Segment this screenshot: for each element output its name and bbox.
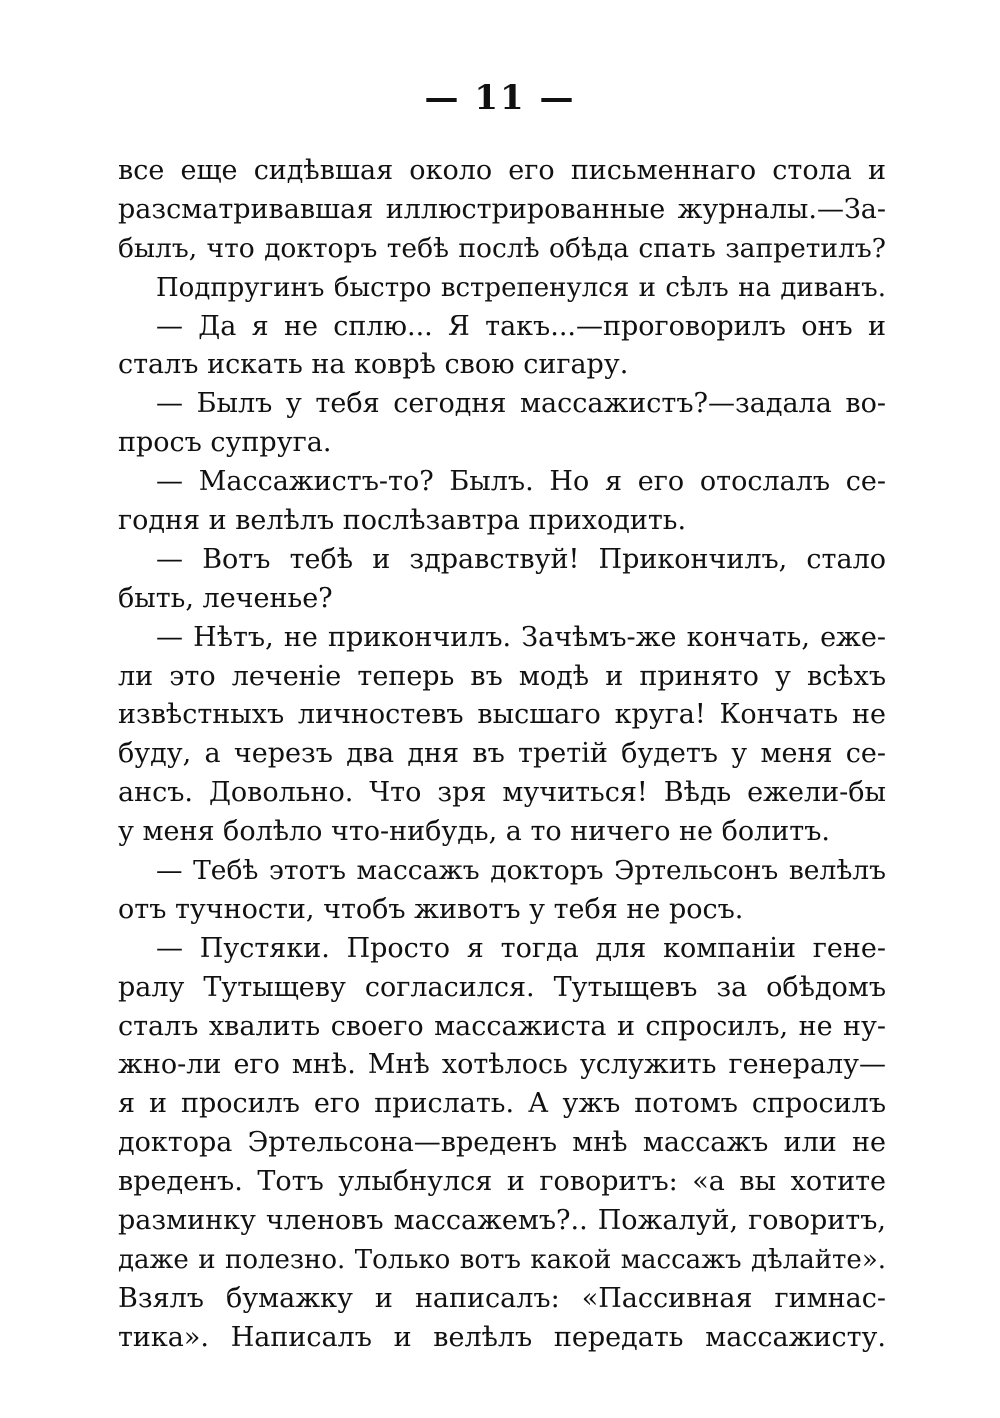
text-line: — Тебѣ этотъ массажъ докторъ Эртельсонъ велѣлъ bbox=[156, 855, 886, 887]
text-line: вреденъ. Тотъ улыбнулся и говоритъ: «а вы хотите bbox=[118, 1166, 886, 1198]
text-line: ансъ. Довольно. Что зря мучиться! Вѣдь ежели-бы bbox=[118, 777, 886, 809]
page-number: — 11 — bbox=[424, 78, 576, 118]
body-text bbox=[118, 152, 886, 1358]
text-line: — Массажистъ-то? Былъ. Но я его отослалъ се- bbox=[156, 466, 886, 498]
text-line: — Да я не сплю... Я такъ...—проговорилъ онъ и bbox=[156, 310, 886, 342]
text-line: отъ тучности, чтобъ животъ у тебя не росъ. bbox=[118, 893, 744, 925]
text-line: жно-ли его мнѣ. Мнѣ хотѣлось услужить генералу— bbox=[118, 1049, 886, 1081]
text-line: Взялъ бумажку и написалъ: «Пассивная гимнас- bbox=[118, 1282, 886, 1314]
text-line: — Пустяки. Просто я тогда для компаніи гене- bbox=[156, 932, 886, 964]
text-line: у меня болѣло что-нибудь, а то ничего не болитъ. bbox=[118, 816, 830, 848]
text-line: разминку членовъ массажемъ?.. Пожалуй, говоритъ, bbox=[118, 1205, 886, 1237]
text-line: буду, а черезъ два дня въ третій будетъ у меня се- bbox=[118, 738, 886, 770]
text-line: тика». Написалъ и велѣлъ передать массажисту. bbox=[118, 1321, 886, 1353]
text-line: я и просилъ его прислать. А ужъ потомъ спросилъ bbox=[118, 1088, 886, 1120]
text-line: все еще сидѣвшая около его письменнаго стола и bbox=[118, 155, 886, 186]
text-line: ли это леченіе теперь въ модѣ и принято у всѣхъ bbox=[118, 660, 886, 692]
text-line: просъ супруга. bbox=[118, 427, 332, 459]
text-line: даже и полезно. Только вотъ какой массажъ дѣлайте». bbox=[118, 1244, 886, 1275]
text-line: разсматривавшая иллюстрированные журналы.—За- bbox=[118, 193, 886, 225]
text-line: доктора Эртельсона—вреденъ мнѣ массажъ или не bbox=[118, 1127, 886, 1159]
text-line: сталъ хвалить своего массажиста и спросилъ, не ну- bbox=[118, 1010, 886, 1042]
text-line: годня и велѣлъ послѣзавтра приходить. bbox=[118, 505, 687, 537]
text-line: — Былъ у тебя сегодня массажистъ?—задала во- bbox=[156, 388, 886, 420]
text-line: — Нѣтъ, не прикончилъ. Зачѣмъ-же кончать, еже- bbox=[156, 621, 886, 653]
text-line: — Вотъ тебѣ и здравствуй! Прикончилъ, стало bbox=[156, 543, 886, 575]
text-line: сталъ искать на коврѣ свою сигару. bbox=[118, 349, 629, 381]
text-line: быть, леченье? bbox=[118, 582, 333, 614]
text-line: извѣстныхъ личностевъ высшаго круга! Кончать не bbox=[118, 699, 886, 731]
text-line: былъ, что докторъ тебѣ послѣ обѣда спать запретилъ? bbox=[118, 232, 886, 264]
text-line: Подпругинъ быстро встрепенулся и сѣлъ на диванъ. bbox=[156, 272, 886, 303]
text-line: ралу Тутыщеву согласился. Тутыщевъ за обѣдомъ bbox=[118, 971, 886, 1003]
